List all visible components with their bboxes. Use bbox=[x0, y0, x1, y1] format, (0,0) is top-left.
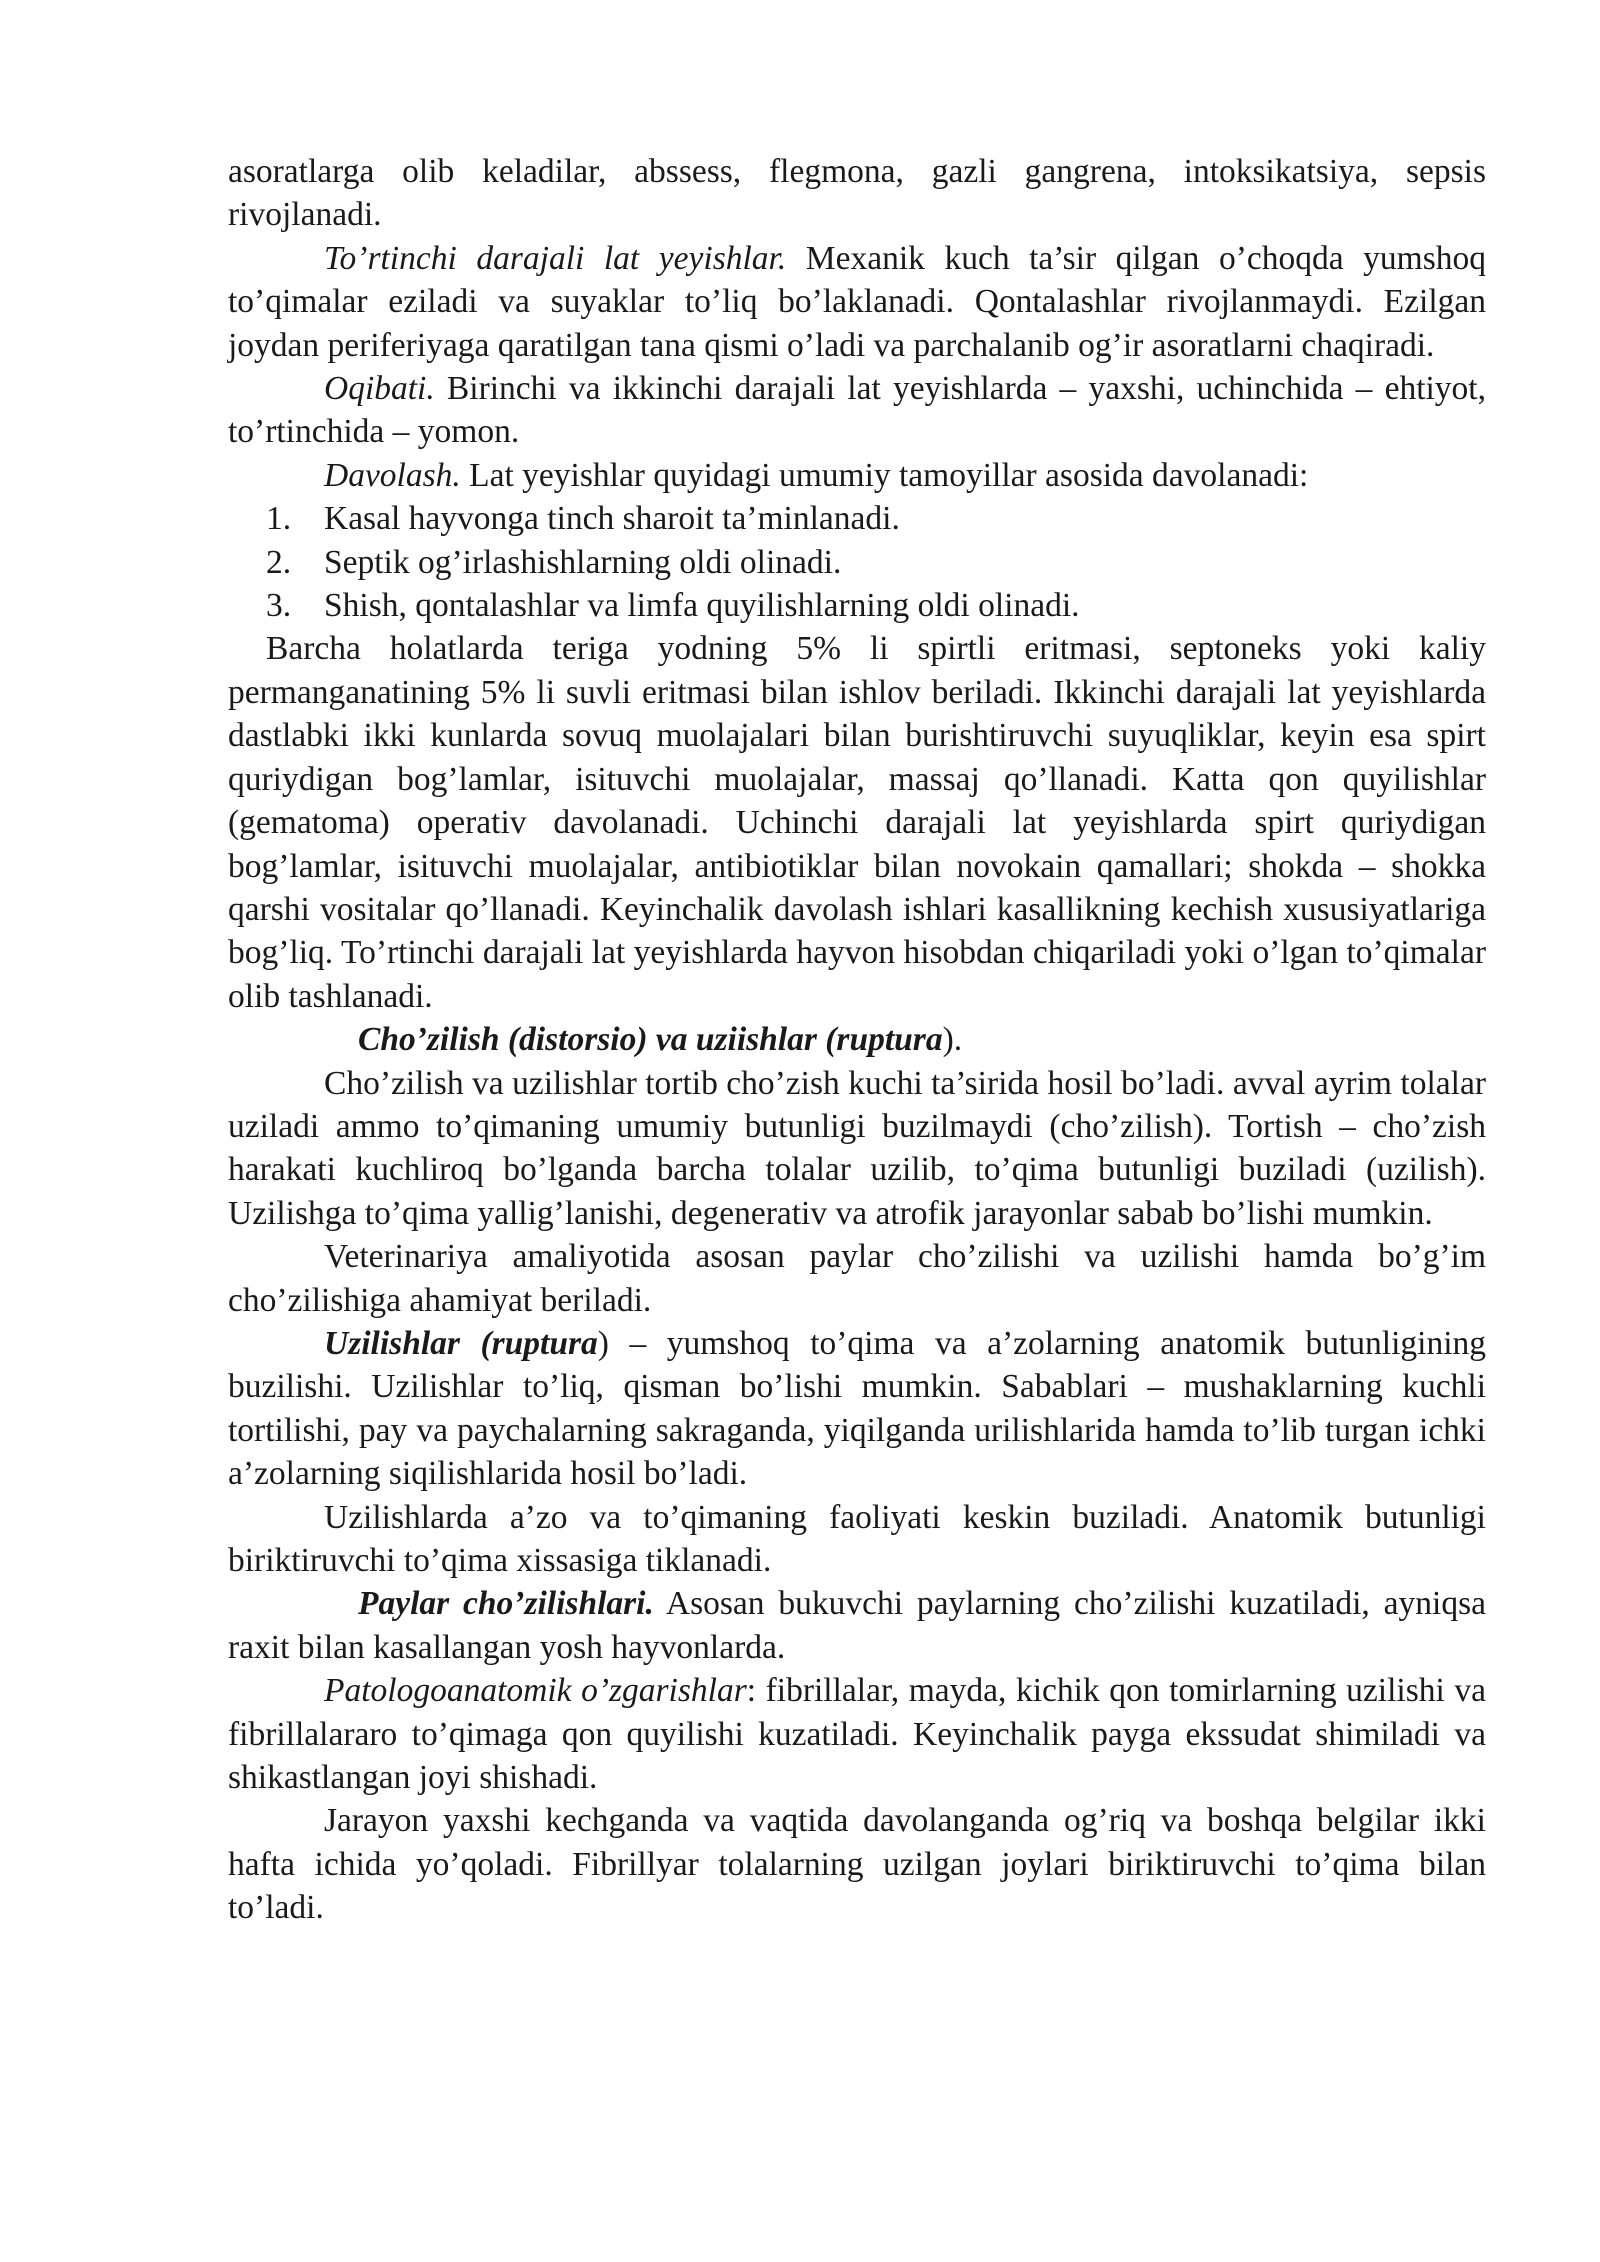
term-treatment: Davolash. bbox=[324, 456, 461, 494]
paragraph-sprain-cause: Cho’zilish va uzilishlar tortib cho’zish kuchi ta’sirida hosil bo’ladi. avval ayrim tolalar uziladi ammo to’qimaning umumiy butunligi buzilmaydi (cho’zilish). Tortish – cho’zish harakati kuchliroq bo’lganda barcha tolalar uzilib, to’qima butunligi buziladi (uzilish). Uzilishga to’qima yallig’lanishi, degenerativ va atrofik jarayonlar sabab bo’lishi mumkin. bbox=[228, 1064, 1486, 1232]
paragraph-recovery: Jarayon yaxshi kechganda va vaqtida davolanganda og’riq va boshqa belgilar ikki hafta ichida yo’qoladi. Fibrillyar tolalarning uzilgan joylari biriktiruvchi to’qima bilan to’ladi. bbox=[228, 1802, 1486, 1927]
paragraph-treatment: Davolash. Lat yeyishlar quyidagi umumiy tamoyillar asosida davolanadi: bbox=[324, 456, 1309, 494]
term-ruptures: Uzilishlar (ruptura bbox=[324, 1324, 598, 1362]
treatment-principles-list bbox=[228, 497, 1486, 627]
list-item: 3. Shish, qontalashlar va limfa quyilishlarning oldi olinadi. bbox=[266, 587, 1080, 625]
paragraph-fourth-degree: To’rtinchi darajali lat yeyishlar. Mexanik kuch ta’sir qilgan o’choqda yumshoq to’qimalar eziladi va suyaklar to’liq bo’laklanadi. Qontalashlar rivojlanmaydi. Ezilgan joydan periferiyaga qaratilgan tana qismi o’ladi va parchalanib og’ir asoratlarni chaqiradi. bbox=[228, 239, 1486, 364]
paragraph-intro: asoratlarga olib keladilar, abssess, flegmona, gazli gangrena, intoksikatsiya, sepsis rivojlanadi. bbox=[228, 153, 1486, 234]
document-page bbox=[228, 150, 1486, 1930]
paragraph-outcome: Oqibati. Birinchi va ikkinchi darajali lat yeyishlarda – yaxshi, uchinchida – ehtiyot, to’rtinchida – yomon. bbox=[228, 370, 1486, 451]
paragraph-rupture-function: Uzilishlarda a’zo va to’qimaning faoliyati keskin buziladi. Anatomik butunligi biriktiruvchi to’qima xissasiga tiklanadi. bbox=[228, 1498, 1486, 1579]
paragraph-general-treatment: Barcha holatlarda teriga yodning 5% li spirtli eritmasi, septoneks yoki kaliy permanganatining 5% li suvli eritmasi bilan ishlov beriladi. Ikkinchi darajali lat yeyishlarda dastlabki ikki kunlarda sovuq muolajalari bilan burishtiruvchi suyuqliklar, keyin esa spirt quriydigan bog’lamlar, isituvchi muolajalar, massaj qo’llanadi. Katta qon quyilishlar (gematoma) operativ davolanadi. Uchinchi darajali lat yeyishlarda spirt quriydigan bog’lamlar, isituvchi muolajalar, antibiotiklar bilan novokain qamallari; shokda – shokka qarshi vositalar qo’llanadi. Keyinchalik davolash ishlari kasallikning kechish xususiyatlariga bog’liq. To’rtinchi darajali lat yeyishlarda hayvon hisobdan chiqariladi yoki o’lgan to’qimalar olib tashlanadi. bbox=[228, 630, 1486, 1015]
section-heading-sprains: Cho’zilish (distorsio) va uziishlar (ruptura). bbox=[358, 1021, 963, 1059]
list-item: 1. Kasal hayvonga tinch sharoit ta’minlanadi. bbox=[266, 500, 900, 538]
term-tendon-sprains: Paylar cho’zilishlari. bbox=[358, 1585, 654, 1623]
term-fourth-degree: To’rtinchi darajali lat yeyishlar. bbox=[324, 239, 787, 277]
paragraph-tendon-sprains: Paylar cho’zilishlari. Asosan bukuvchi paylarning cho’zilishi kuzatiladi, ayniqsa raxit bilan kasallangan yosh hayvonlarda. bbox=[228, 1585, 1486, 1666]
list-item: 2. Septik og’irlashishlarning oldi olinadi. bbox=[266, 543, 842, 581]
term-outcome: Oqibati. bbox=[324, 370, 435, 408]
paragraph-pathology: Patologoanatomik o’zgarishlar: fibrillalar, mayda, kichik qon tomirlarning uzilishi va fibrillalararo to’qimaga qon quyilishi kuzatiladi. Keyinchalik payga ekssudat shimiladi va shikastlangan joyi shishadi. bbox=[228, 1672, 1486, 1797]
term-pathology: Patologoanatomik o’zgarishlar bbox=[324, 1672, 747, 1710]
paragraph-ruptures: Uzilishlar (ruptura) – yumshoq to’qima va a’zolarning anatomik butunligining buzilishi. Uzilishlar to’liq, qisman bo’lishi mumkin. Sabablari – mushaklarning kuchli tortilishi, pay va paychalarning sakraganda, yiqilganda urilishlarida hamda to’lib turgan ichki a’zolarning siqilishlarida hosil bo’ladi. bbox=[228, 1324, 1487, 1493]
paragraph-veterinary-practice: Veterinariya amaliyotida asosan paylar cho’zilishi va uzilishi hamda bo’g’im cho’zilishiga ahamiyat beriladi. bbox=[228, 1238, 1486, 1319]
